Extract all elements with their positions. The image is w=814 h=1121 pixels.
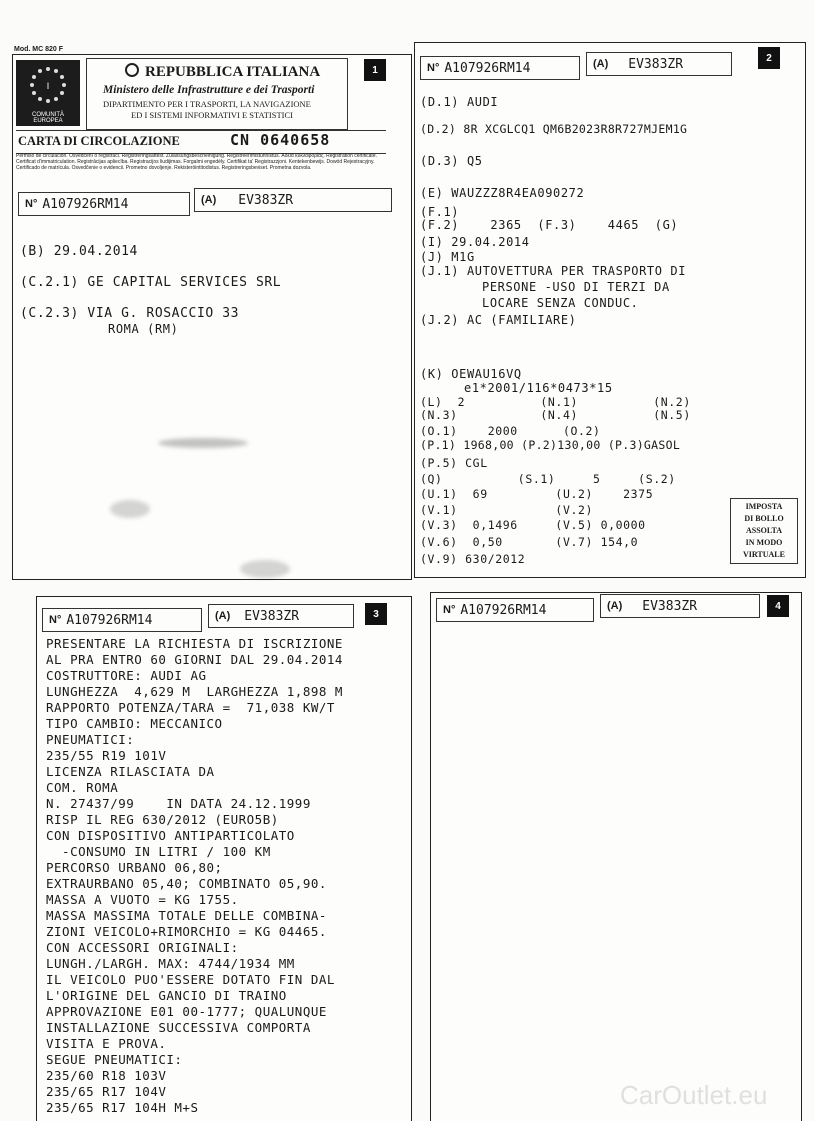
tax-stamp-line: DI BOLLO [744, 514, 784, 523]
doc-number: A107926RM14 [444, 60, 531, 76]
field-c21: (C.2.1) GE CAPITAL SERVICES SRL [20, 275, 282, 290]
plate-prefix: (A) [607, 600, 623, 612]
tax-stamp-line: VIRTUALE [743, 550, 785, 559]
field-p: (P.1) 1968,00 (P.2)130,00 (P.3)GASOL [420, 438, 681, 452]
plate-box-2 [586, 52, 732, 76]
field-v6-v7: (V.6) 0,50 (V.7) 154,0 [420, 535, 639, 549]
note-line: INSTALLAZIONE SUCCESSIVA COMPORTA [46, 1020, 311, 1035]
doc-number: A107926RM14 [460, 602, 547, 618]
form-code: Mod. MC 820 F [14, 46, 64, 53]
doc-prefix: N° [49, 614, 62, 626]
field-q-s: (Q) (S.1) 5 (S.2) [420, 472, 676, 486]
field-i: (I) 29.04.2014 [420, 235, 530, 249]
doc-number-box-3 [42, 608, 202, 632]
note-line: RAPPORTO POTENZA/TARA = 71,038 KW/T [46, 700, 335, 715]
panel-number-2: 2 [758, 47, 780, 69]
department-2: ED I SISTEMI INFORMATIVI E STATISTICI [131, 110, 293, 120]
note-line: EXTRAURBANO 05,40; COMBINATO 05,90. [46, 876, 327, 891]
field-j2: (J.2) AC (FAMILIARE) [420, 313, 577, 327]
note-line: PERCORSO URBANO 06,80; [46, 860, 223, 875]
note-line: -CONSUMO IN LITRI / 100 KM [46, 844, 271, 859]
svg-text:I: I [46, 81, 50, 91]
field-e: (E) WAUZZZ8R4EA090272 [420, 186, 585, 200]
header-block [86, 58, 348, 130]
plate-prefix: (A) [201, 194, 217, 206]
note-line: 235/55 R19 101V [46, 748, 167, 763]
note-line: LUNGH./LARGH. MAX: 4744/1934 MM [46, 956, 295, 971]
field-d2: (D.2) 8R XCGLCQ1 QM6B2023R8R727MJEM1G [420, 122, 688, 136]
field-n3-n5: (N.3) (N.4) (N.5) [420, 408, 691, 422]
note-line: RISP IL REG 630/2012 (EURO5B) [46, 812, 279, 827]
note-line: N. 27437/99 IN DATA 24.12.1999 [46, 796, 311, 811]
note-line: PRESENTARE LA RICHIESTA DI ISCRIZIONE [46, 636, 343, 651]
field-c23: (C.2.3) VIA G. ROSACCIO 33 [20, 306, 240, 321]
note-line: VISITA E PROVA. [46, 1036, 167, 1051]
panel-3-notes [38, 636, 408, 1120]
panel-number-1: 1 [364, 59, 386, 81]
note-line: COSTRUTTORE: AUDI AG [46, 668, 207, 683]
note-line: CON DISPOSITIVO ANTIPARTICOLATO [46, 828, 295, 843]
field-d3: (D.3) Q5 [420, 154, 483, 168]
field-j1-line2: PERSONE -USO DI TERZI DA [482, 280, 670, 294]
field-p5: (P.5) CGL [420, 456, 488, 470]
panel-4 [430, 592, 802, 1121]
field-b: (B) 29.04.2014 [20, 244, 138, 259]
field-f2: (F.2) 2365 (F.3) 4465 (G) [420, 218, 679, 232]
note-line: L'ORIGINE DEL GANCIO DI TRAINO [46, 988, 287, 1003]
note-line: 235/60 R18 103V [46, 1068, 167, 1083]
plate-box-4 [600, 594, 760, 618]
republic-text: REPUBBLICA ITALIANA [145, 64, 321, 80]
panel-number-3: 3 [365, 603, 387, 625]
card-title: CARTA DI CIRCOLAZIONE [18, 134, 180, 148]
note-line: APPROVAZIONE E01 00-1777; QUALUNQUE [46, 1004, 327, 1019]
doc-prefix: N° [443, 604, 456, 616]
note-line: COM. ROMA [46, 780, 119, 795]
tax-stamp-box [730, 498, 798, 564]
doc-number-box-4 [436, 598, 594, 622]
plate: EV383ZR [244, 608, 300, 624]
note-line: 235/65 R17 104H M+S [46, 1100, 199, 1115]
field-l-n: (L) 2 (N.1) (N.2) [420, 395, 691, 409]
field-v3-v5: (V.3) 0,1496 (V.5) 0,0000 [420, 518, 646, 532]
plate-prefix: (A) [593, 58, 609, 70]
field-c23-city: ROMA (RM) [108, 322, 179, 336]
note-line: SEGUE PNEUMATICI: [46, 1052, 183, 1067]
panel-number-4: 4 [767, 595, 789, 617]
card-title-row [16, 130, 386, 154]
field-v1-v2: (V.1) (V.2) [420, 503, 594, 517]
card-number: CN 0640658 [230, 131, 331, 149]
note-line: ZIONI VEICOLO+RIMORCHIO = KG 04465. [46, 924, 327, 939]
field-f1: (F.1) [420, 205, 460, 219]
faded-stamp-mark-2 [110, 500, 150, 518]
eu-stars-icon [16, 60, 80, 110]
note-line: PNEUMATICI: [46, 732, 135, 747]
field-u: (U.1) 69 (U.2) 2375 [420, 487, 654, 501]
note-line: LUNGHEZZA 4,629 M LARGHEZZA 1,898 M [46, 684, 343, 699]
note-line: AL PRA ENTRO 60 GIORNI DAL 29.04.2014 [46, 652, 343, 667]
note-line: CON ACCESSORI ORIGINALI: [46, 940, 239, 955]
eu-label: COMUNITÀ EUROPEA [32, 112, 64, 124]
note-line: IL VEICOLO PUO'ESSERE DOTATO FIN DAL [46, 972, 335, 987]
doc-number-box-1 [18, 192, 190, 216]
plate-box-3 [208, 604, 354, 628]
field-d1: (D.1) AUDI [420, 95, 499, 109]
faded-signature-mark [240, 560, 290, 578]
note-line: LICENZA RILASCIATA DA [46, 764, 215, 779]
field-k: (K) OEWAU16VQ [420, 367, 522, 381]
plate-prefix: (A) [215, 610, 231, 622]
field-k-approval: e1*2001/116*0473*15 [464, 381, 613, 395]
plate: EV383ZR [628, 56, 684, 72]
doc-number: A107926RM14 [66, 612, 153, 628]
tax-stamp-line: IMPOSTA [745, 502, 783, 511]
doc-prefix: N° [25, 198, 38, 210]
plate-box-1 [194, 188, 392, 212]
note-line: MASSA A VUOTO = KG 1755. [46, 892, 239, 907]
doc-number: A107926RM14 [42, 196, 129, 212]
doc-number-box-2 [420, 56, 580, 80]
italy-emblem-icon [125, 63, 139, 77]
watermark: CarOutlet.eu [620, 1080, 768, 1110]
note-line: 235/65 R17 104V [46, 1084, 167, 1099]
plate: EV383ZR [238, 192, 294, 208]
note-line: MASSA MASSIMA TOTALE DELLE COMBINA- [46, 908, 327, 923]
ministry: Ministero delle Infrastrutture e dei Trasporti [103, 84, 315, 96]
translations-text: Permiso de circulación. Osvědčení o registraci. Registreringsattest. Zulassungsbescheinigung. Registreerimistunnistus. Άδεια κυκλοφορίας. Registration certificate. Certificat d'immatriculation. Registrācijas apliecība. Registracijos liudijimas. Forgalmi engedély. Certifikat ta' Registrazzjoni. Kentekenbewijs. Dowód Rejestracyjny. Certificado de matrícula. Osvedčenie o evidencii. Prometno dovoljenje. Rekisteröintitodistus. Registreringsbeviset. Prometna dozvola. [16, 153, 377, 172]
faded-stamp-mark [158, 438, 248, 448]
field-j1-line3: LOCARE SENZA CONDUC. [482, 296, 639, 310]
plate: EV383ZR [642, 598, 698, 614]
field-j1: (J.1) AUTOVETTURA PER TRASPORTO DI [420, 264, 687, 278]
eu-flag-logo [16, 60, 80, 126]
tax-stamp-line: IN MODO [745, 538, 783, 547]
field-o: (O.1) 2000 (O.2) [420, 424, 601, 438]
field-v9: (V.9) 630/2012 [420, 552, 526, 566]
tax-stamp-line: ASSOLTA [745, 526, 783, 535]
republic-title [125, 63, 320, 81]
department: DIPARTIMENTO PER I TRASPORTI, LA NAVIGAZIONE [103, 99, 311, 109]
doc-prefix: N° [427, 62, 440, 74]
note-line: TIPO CAMBIO: MECCANICO [46, 716, 223, 731]
field-j: (J) M1G [420, 250, 475, 264]
